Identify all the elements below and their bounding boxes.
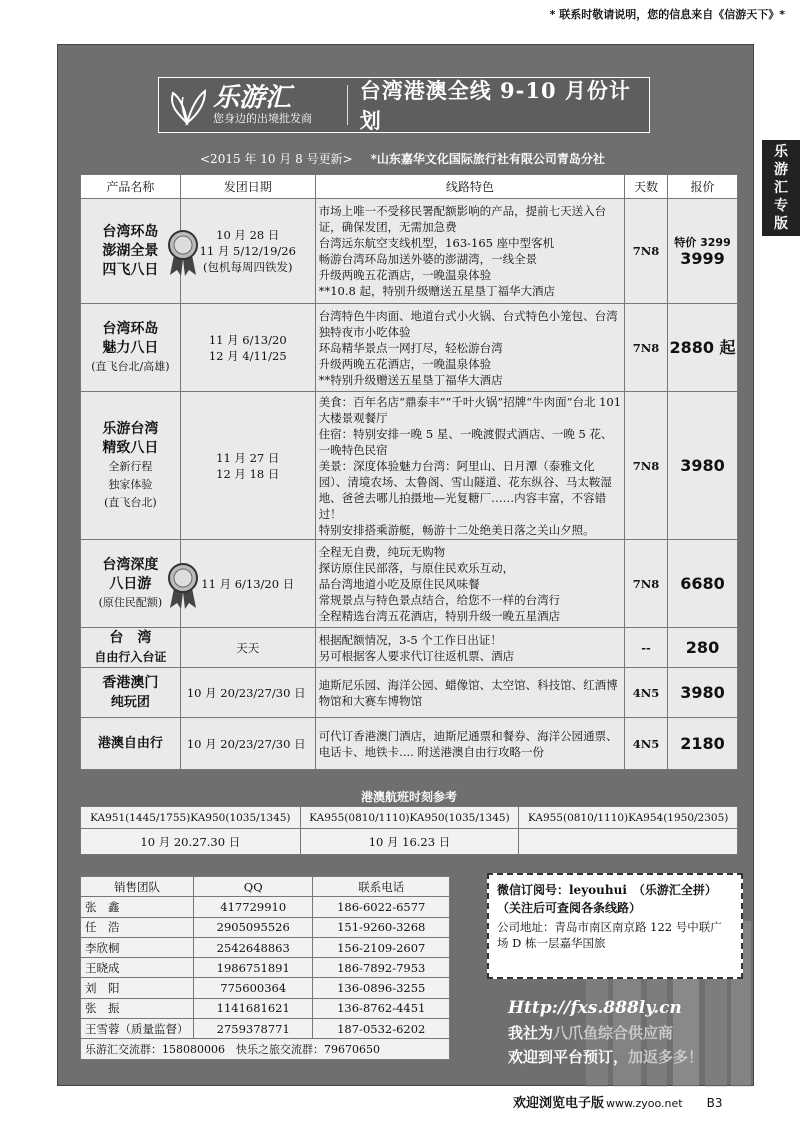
sales-phone: 156-2109-2607	[313, 937, 450, 957]
departure-dates-cell	[180, 718, 315, 770]
product-subtitle: (直飞台北)	[104, 495, 157, 509]
col-header-dates: 发团日期	[180, 175, 315, 199]
product-subtitle: 自由行入台证	[94, 650, 167, 664]
product-name-line: 精致八日	[102, 439, 159, 456]
product-name-line: 纯玩团	[110, 694, 150, 710]
flight-date-cell	[519, 829, 738, 855]
sales-team-table	[80, 876, 450, 1060]
price-cell	[668, 540, 738, 628]
side-tab-char: 版	[774, 216, 788, 232]
sales-qq: 1141681621	[193, 998, 313, 1018]
flights-table	[80, 806, 738, 855]
feature-line: 台湾特色牛肉面、地道台式小火锅、台式特色小笼包、台湾独特夜市小吃体验	[318, 308, 618, 339]
col-header-days: 天数	[625, 175, 668, 199]
feature-line: 可代订香港澳门酒店，迪斯尼通票和餐券、海洋公园通票、电话卡、地铁卡.... 附送港澳自由行攻略一份	[318, 728, 618, 759]
price: 3980	[680, 682, 725, 702]
days-cell: 7N8	[625, 304, 668, 392]
feature-line: 台湾远东航空支线机型，163-165 座中型客机	[318, 236, 555, 250]
sales-header: QQ	[193, 877, 313, 897]
flights-row	[81, 807, 738, 829]
price: 3980	[680, 455, 725, 475]
promo-block	[508, 995, 703, 1069]
feature-line: 环岛精华景点一网打尽，轻松游台湾	[318, 340, 503, 355]
banner	[158, 77, 650, 133]
date-line: 10 月 28 日	[216, 228, 280, 242]
table-row	[81, 668, 738, 718]
date-line: 天天	[236, 640, 260, 655]
sales-qq: 2905095526	[193, 917, 313, 937]
promo-text: 欢迎到平台预订，	[508, 1048, 629, 1066]
sales-row	[81, 1019, 450, 1039]
table-row	[81, 304, 738, 392]
feature-line: 全程无自费，纯玩无购物	[318, 544, 446, 559]
sales-header: 联系电话	[313, 877, 450, 897]
product-name-line: 魅力八日	[102, 339, 159, 356]
col-header-product: 产品名称	[81, 175, 181, 199]
departure-dates-cell	[180, 304, 315, 392]
banner-divider	[347, 85, 348, 125]
features-cell	[315, 392, 624, 540]
table-header-row	[81, 175, 738, 199]
price-cell	[668, 199, 738, 304]
sales-name: 王晓成	[81, 958, 194, 978]
date-line: 11 月 6/13/20	[208, 332, 287, 347]
date-line: 12 月 4/11/25	[208, 348, 287, 363]
sales-phone: 186-7892-7953	[313, 958, 450, 978]
table-row	[81, 628, 738, 668]
price: 6680	[680, 573, 725, 593]
product-name-line: 台湾环岛	[102, 320, 159, 337]
side-tab-char: 游	[774, 162, 788, 178]
product-name-line: 港澳自由行	[97, 736, 163, 751]
footer-url[interactable]: www.zyoo.net	[606, 1097, 683, 1110]
days-cell: 4N5	[625, 668, 668, 718]
table-row	[81, 199, 738, 304]
product-name-line: 乐游台湾	[102, 420, 159, 437]
product-name-cell	[81, 199, 181, 304]
feature-line: 升级两晚五花酒店，一晚温泉体验	[318, 268, 492, 282]
promo-line	[508, 1021, 703, 1045]
product-subtitle: (直飞台北/高雄)	[91, 359, 170, 373]
side-tab-char: 乐	[774, 144, 788, 160]
top-note: * 联系时敬请说明，您的信息来自《信游天下》*	[549, 8, 785, 21]
days-cell: 7N8	[625, 540, 668, 628]
table-row	[81, 540, 738, 628]
sales-name: 张 振	[81, 998, 194, 1018]
departure-dates-cell	[180, 628, 315, 668]
sales-qq: 2759378771	[193, 1019, 313, 1039]
feature-line: 市场上唯一不受移民署配额影响的产品，提前七天送入台证，确保发团，无需加急费	[318, 204, 607, 234]
side-tab-char: 专	[774, 198, 788, 214]
medal-ribbon-icon	[166, 229, 200, 277]
date-line: 11 月 27 日	[216, 450, 280, 465]
feature-line: 美景：深度体验魅力台湾：阿里山、日月潭（泰雅文化园）、清境农场、太鲁阁、雪山隧道、花东纵谷、马太鞍湿地、爸爸去哪儿拍摄地—光复糖厂……内容丰富，不容错过！	[318, 458, 612, 521]
medal-ribbon-icon	[166, 562, 200, 610]
price: 2880 起	[669, 337, 736, 357]
flight-cell: KA955(0810/1110)KA954(1950/2305)	[519, 807, 738, 829]
product-name-line: 四飞八日	[102, 261, 159, 278]
brand-slogan: 您身边的出境批发商	[213, 112, 312, 125]
product-name-line: 台 湾	[109, 630, 152, 646]
date-line: 11 月 6/13/20 日	[201, 576, 295, 591]
product-name-cell	[81, 392, 181, 540]
features-cell	[315, 199, 624, 304]
flight-cell: KA951(1445/1755)KA950(1035/1345)	[81, 807, 301, 829]
features-cell	[315, 540, 624, 628]
side-tab	[762, 140, 800, 236]
departure-dates-cell	[180, 199, 315, 304]
feature-line: **10.8 起，特别升级赠送五星垦丁福华大酒店	[318, 284, 555, 298]
price-cell	[668, 304, 738, 392]
product-name-cell	[81, 668, 181, 718]
sales-row	[81, 917, 450, 937]
product-name-cell	[81, 540, 181, 628]
sales-qq: 417729910	[193, 897, 313, 917]
sales-header-row	[81, 877, 450, 897]
price: 280	[685, 637, 720, 657]
sales-row	[81, 978, 450, 998]
product-name-line: 八日游	[109, 575, 152, 592]
features-cell	[315, 668, 624, 718]
features-cell	[315, 718, 624, 770]
footer-text: 欢迎浏览电子版	[513, 1096, 605, 1111]
page-number: B3	[706, 1096, 723, 1110]
sales-row	[81, 937, 450, 957]
product-name-cell	[81, 304, 181, 392]
feature-line: 探访原住民部落，与原住民欢乐互动，	[318, 560, 515, 575]
sales-row	[81, 998, 450, 1018]
sales-phone: 136-8762-4451	[313, 998, 450, 1018]
agency-name: *山东嘉华文化国际旅行社有限公司青岛分社	[370, 152, 605, 166]
page-footer	[513, 1092, 722, 1111]
promo-highlight: 加返多多！	[628, 1048, 704, 1066]
sales-qq: 2542648863	[193, 937, 313, 957]
feature-line: 畅游台湾环岛加送外婆的澎湖湾，一线全景	[318, 252, 538, 266]
flights-row	[81, 829, 738, 855]
flight-date-cell: 10 月 16.23 日	[300, 829, 519, 855]
flight-cell: KA955(0810/1110)KA950(1035/1345)	[300, 807, 519, 829]
sales-name: 刘 阳	[81, 978, 194, 998]
departure-dates-cell	[180, 668, 315, 718]
sales-row	[81, 958, 450, 978]
departure-dates-cell	[180, 392, 315, 540]
col-header-features: 线路特色	[315, 175, 624, 199]
feature-line: 品台湾地道小吃及原住民风味餐	[318, 576, 480, 591]
departure-dates-cell	[180, 540, 315, 628]
flights-title: 港澳航班时刻参考	[360, 790, 457, 804]
sales-header: 销售团队	[81, 877, 194, 897]
flight-date-cell: 10 月 20.27.30 日	[81, 829, 301, 855]
days-cell: 7N8	[625, 392, 668, 540]
sales-phone: 186-6022-6577	[313, 897, 450, 917]
price: 2180	[680, 733, 725, 753]
promo-url[interactable]: Http://fxs.888ly.cn	[508, 998, 682, 1018]
sales-name: 张 鑫	[81, 897, 194, 917]
product-subtitle: (原住民配额)	[98, 595, 163, 609]
product-name-cell	[81, 628, 181, 668]
date-line: 12 月 18 日	[216, 466, 280, 481]
feature-line: 美食：百年名店“鼎泰丰”“千叶火锅”招牌“牛肉面”台北 101 大楼景观餐厅	[318, 394, 622, 425]
group-chat-numbers: 乐游汇交流群：158080006 快乐之旅交流群：79670650	[81, 1039, 450, 1059]
product-subtitle: 独家体验	[108, 477, 153, 491]
date-line: 10 月 20/23/27/30 日	[186, 685, 306, 700]
product-subtitle: 全新行程	[108, 459, 153, 473]
sales-phone: 136-0896-3255	[313, 978, 450, 998]
feature-line: 升级两晚五花酒店，一晚温泉体验	[318, 356, 492, 371]
product-name-line: 台湾深度	[102, 556, 159, 573]
product-name-line: 澎湖全景	[102, 242, 159, 259]
price-cell	[668, 668, 738, 718]
price-cell	[668, 392, 738, 540]
features-cell	[315, 628, 624, 668]
sales-phone: 187-0532-6202	[313, 1019, 450, 1039]
promo-text: 我社为	[508, 1024, 554, 1042]
promo-line	[508, 1045, 703, 1069]
special-price: 特价 3299	[674, 236, 731, 249]
col-header-price: 报价	[668, 175, 738, 199]
wechat-note: （关注后可查阅各条线路）	[497, 901, 642, 915]
feature-line: 特别安排搭乘游艇，畅游十二处绝美日落之关山夕照。	[318, 522, 595, 537]
product-name-line: 香港澳门	[102, 674, 159, 691]
table-row	[81, 718, 738, 770]
banner-title: 台湾港澳全线 9-10 月份计划	[359, 78, 631, 133]
product-name-cell	[81, 718, 181, 770]
days-cell: 7N8	[625, 199, 668, 304]
feature-line: 根据配额情况，3-5 个工作日出证！	[318, 632, 502, 647]
price: 3999	[680, 249, 725, 268]
product-name-line: 台湾环岛	[102, 223, 159, 240]
sales-qq: 1986751891	[193, 958, 313, 978]
feature-line: 全程精选台湾五花酒店，特别升级一晚五星酒店	[318, 608, 561, 623]
logo	[159, 78, 335, 132]
brand-name: 乐游汇	[213, 83, 292, 113]
sales-phone: 151-9260-3268	[313, 917, 450, 937]
promo-highlight: 八爪鱼综合供应商	[553, 1024, 674, 1042]
company-address: 公司地址：青岛市南区南京路 122 号中联广场 D 栋一层嘉华国旅	[497, 920, 722, 950]
features-cell	[315, 304, 624, 392]
sales-name: 王雪蓉（质量监督）	[81, 1019, 194, 1039]
days-cell: 4N5	[625, 718, 668, 770]
feature-line: **特别升级赠送五星垦丁福华大酒店	[318, 372, 503, 387]
feature-line: 迪斯尼乐园、海洋公园、蜡像馆、太空馆、科技馆、红酒博物馆和大赛车博物馆	[318, 677, 618, 708]
butterfly-logo-icon	[167, 83, 207, 127]
feature-line: 常规景点与特色景点结合，给您不一样的台湾行	[318, 592, 561, 607]
days-cell: --	[625, 628, 668, 668]
feature-line: 另可根据客人要求代订往返机票、酒店	[318, 648, 515, 663]
price-cell	[668, 718, 738, 770]
feature-line: 住宿：特别安排一晚 5 星、一晚渡假式酒店、一晚 5 花、一晚特色民宿	[318, 426, 613, 457]
side-tab-char: 汇	[774, 180, 788, 196]
update-line	[200, 150, 605, 167]
date-line: 10 月 20/23/27/30 日	[186, 736, 306, 751]
update-date: <2015 年 10 月 8 号更新>	[200, 152, 353, 166]
sales-name: 李欣桐	[81, 937, 194, 957]
sales-qq: 775600364	[193, 978, 313, 998]
date-line: 11 月 5/12/19/26	[199, 244, 296, 258]
sales-footer-row	[81, 1039, 450, 1059]
table-row	[81, 392, 738, 540]
wechat-account: 微信订阅号：leyouhui （乐游汇全拼）	[497, 883, 717, 897]
wechat-box	[487, 873, 743, 979]
sales-name: 任 浩	[81, 917, 194, 937]
date-line: (包机每周四铁发)	[203, 260, 293, 274]
price-cell	[668, 628, 738, 668]
sales-row	[81, 897, 450, 917]
product-table	[80, 174, 738, 770]
